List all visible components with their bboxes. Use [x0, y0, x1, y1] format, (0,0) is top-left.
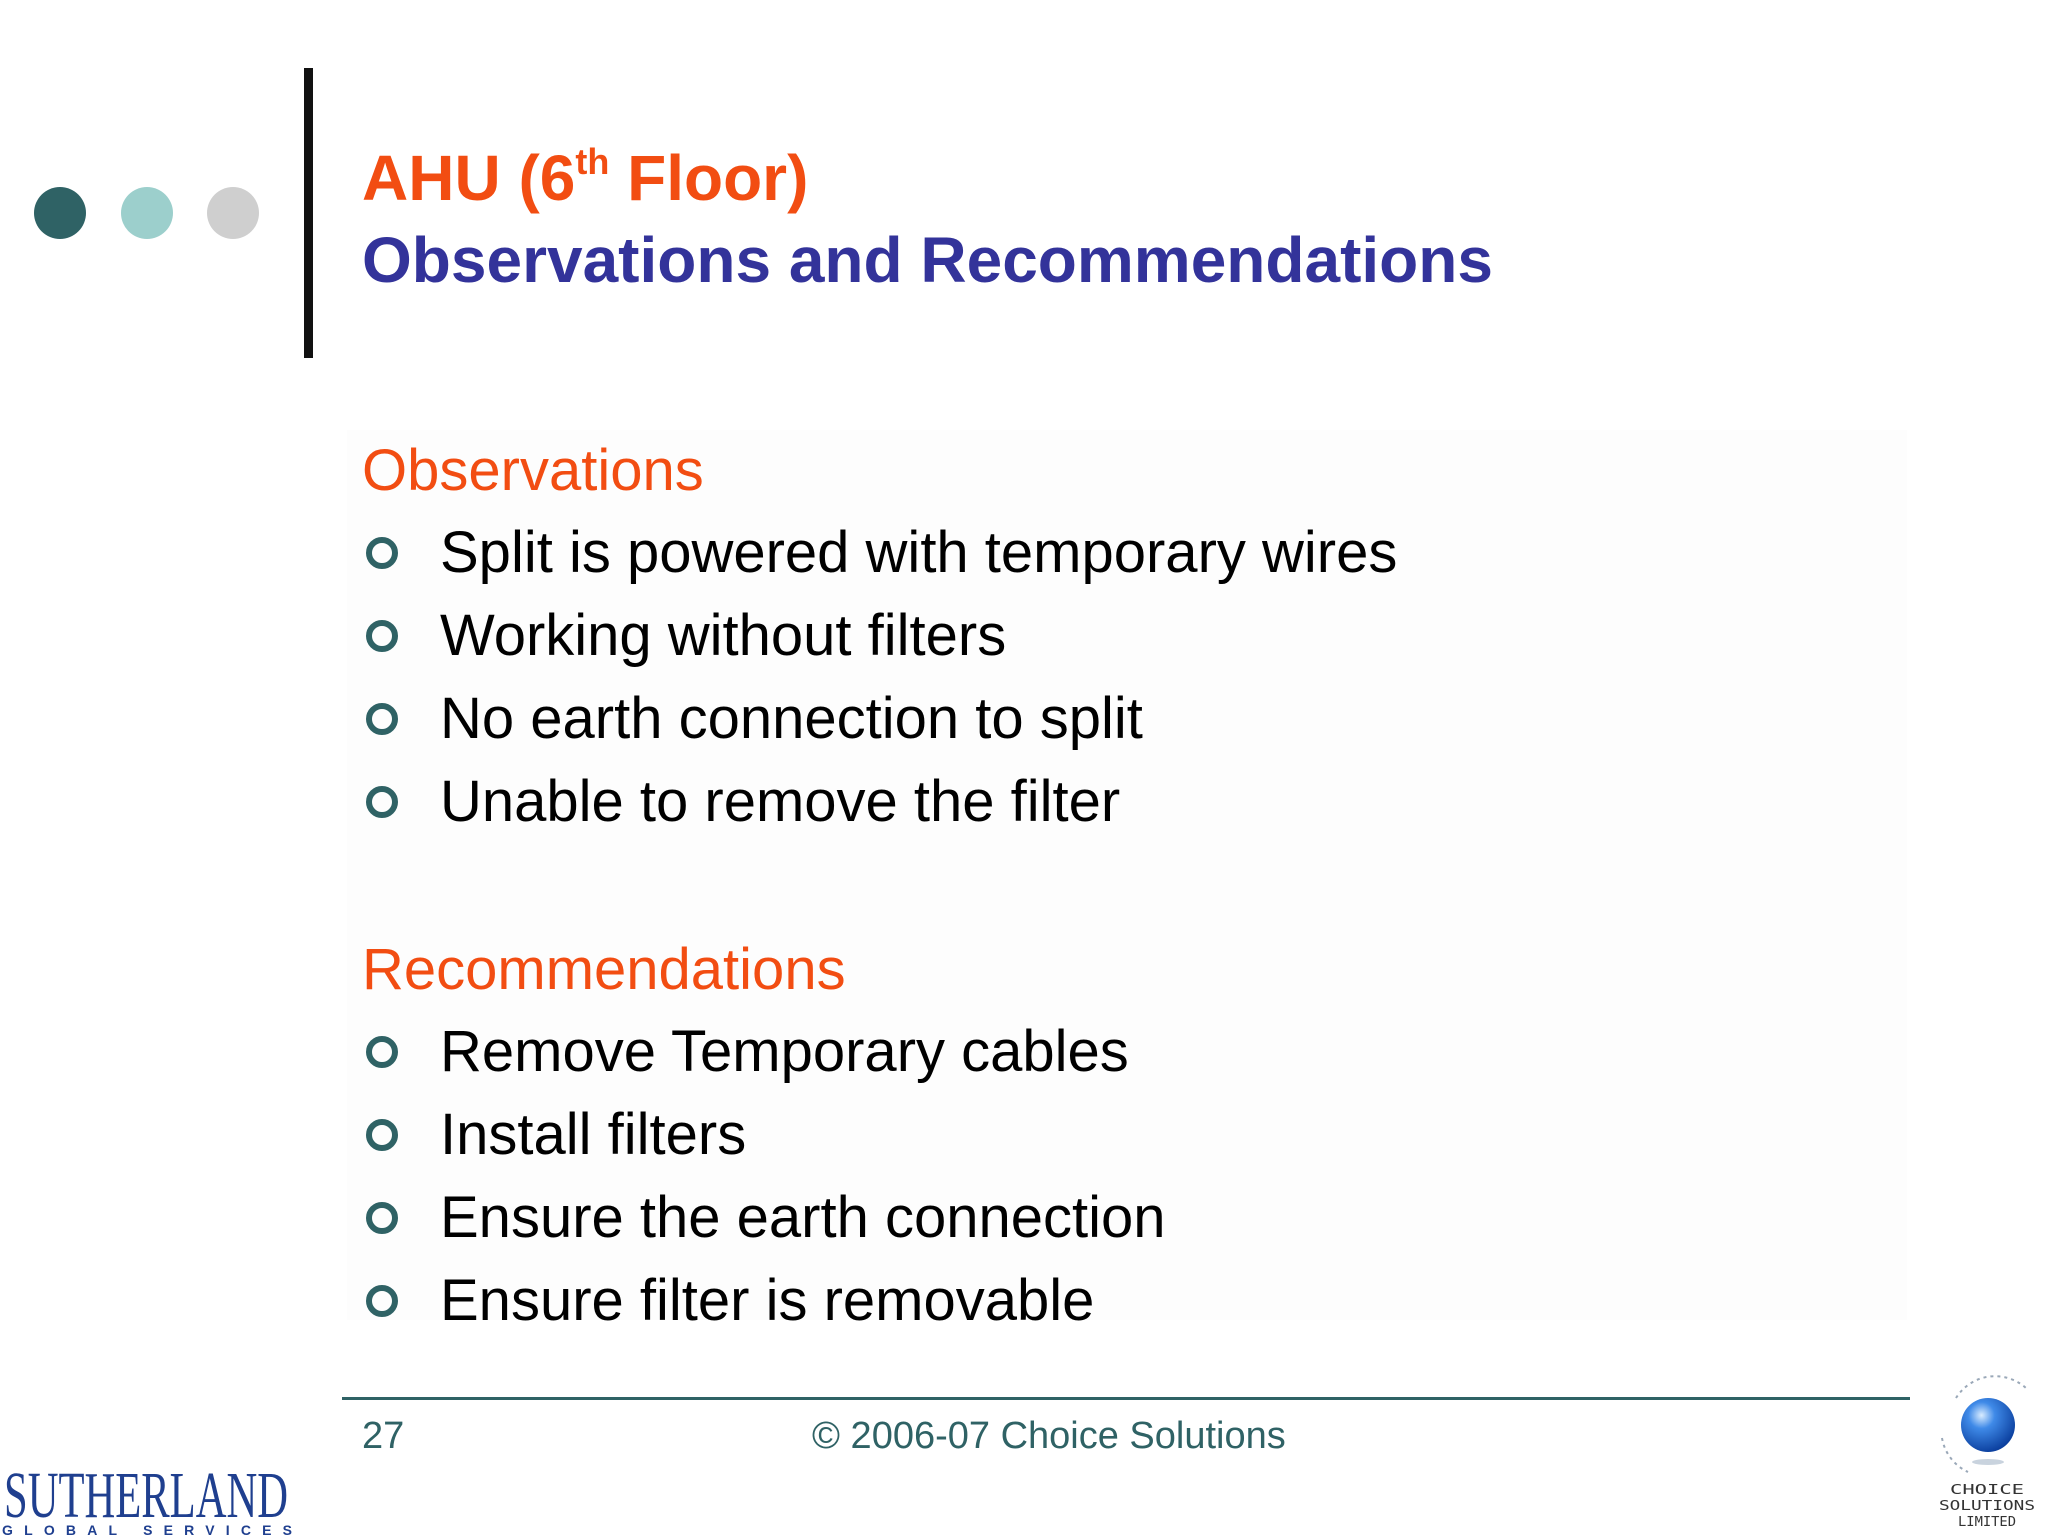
- list-item-text: Ensure filter is removable: [440, 1268, 1095, 1333]
- ring-bullet-icon: [366, 537, 398, 569]
- decorative-dot-light: [121, 187, 173, 239]
- observations-heading: Observations: [362, 438, 704, 503]
- ring-bullet-icon: [366, 1119, 398, 1151]
- list-item-text: Install filters: [440, 1102, 747, 1167]
- page-number: 27: [362, 1415, 405, 1457]
- list-item-text: Ensure the earth connection: [440, 1185, 1166, 1250]
- copyright-notice: © 2006-07 Choice Solutions: [812, 1415, 1286, 1457]
- list-item-text: Split is powered with temporary wires: [440, 520, 1398, 585]
- ring-bullet-icon: [366, 1036, 398, 1068]
- title-suffix: Floor): [609, 142, 809, 214]
- sutherland-logo: [0, 1455, 300, 1536]
- title-prefix: AHU (6: [362, 142, 576, 214]
- ring-bullet-icon: [366, 1285, 398, 1317]
- slide-title: [362, 140, 808, 216]
- ring-bullet-icon: [366, 1202, 398, 1234]
- list-item-text: Working without filters: [440, 603, 1007, 668]
- slide-subtitle: Observations and Recommendations: [362, 224, 1493, 296]
- svg-text:LIMITED: LIMITED: [1958, 1515, 2017, 1530]
- footer-divider: [342, 1397, 1910, 1400]
- title-divider: [304, 68, 313, 358]
- title-superscript: th: [575, 141, 610, 182]
- ring-bullet-icon: [366, 703, 398, 735]
- decorative-dot-gray: [207, 187, 259, 239]
- svg-text:SUTHERLAND: SUTHERLAND: [4, 1459, 288, 1532]
- svg-text:SOLUTIONS: SOLUTIONS: [1939, 1499, 2035, 1514]
- recommendations-heading: Recommendations: [362, 937, 846, 1002]
- list-item-text: No earth connection to split: [440, 686, 1143, 751]
- decorative-dot-dark: [34, 187, 86, 239]
- ring-bullet-icon: [366, 786, 398, 818]
- choice-solutions-logo: [1928, 1368, 2046, 1534]
- list-item-text: Unable to remove the filter: [440, 769, 1121, 834]
- ring-bullet-icon: [366, 620, 398, 652]
- list-item-text: Remove Temporary cables: [440, 1019, 1129, 1084]
- svg-text:CHOICE: CHOICE: [1950, 1483, 2024, 1498]
- svg-text:GLOBAL SERVICES: GLOBAL SERVICES: [2, 1522, 292, 1536]
